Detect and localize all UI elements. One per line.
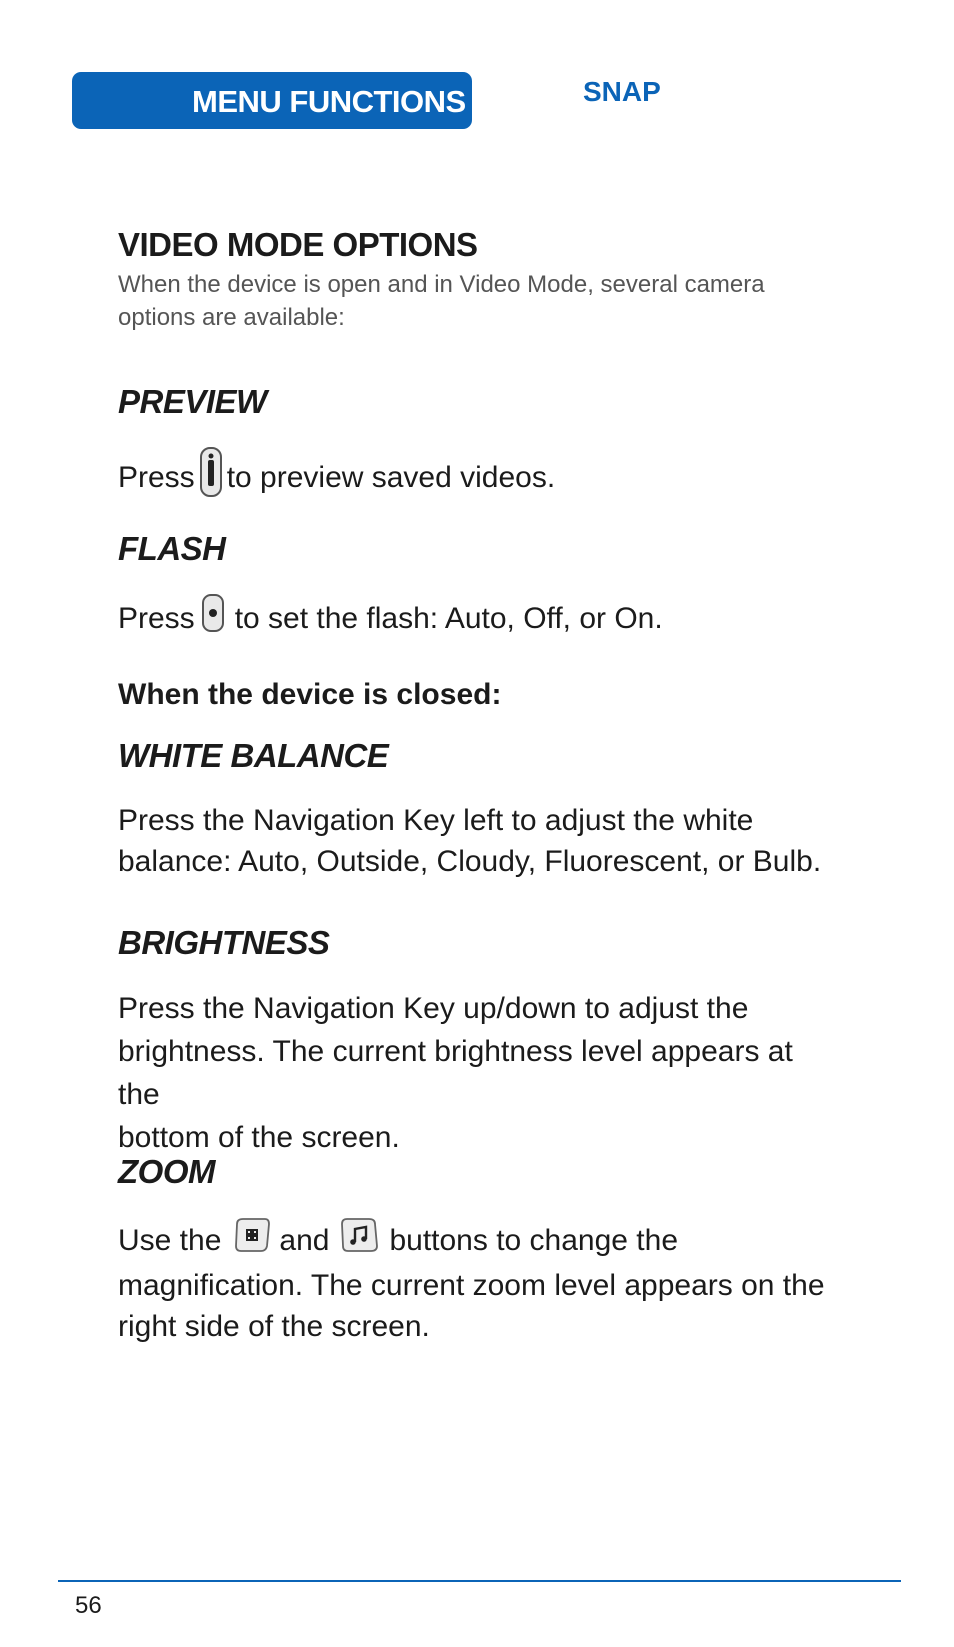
closed-device-note: When the device is closed: [118, 678, 502, 711]
white-balance-heading: WHITE BALANCE [118, 737, 389, 774]
intro-line-1: When the device is open and in Video Mode, several camera [118, 271, 765, 298]
menu-functions-tab [72, 72, 472, 129]
footer-divider [58, 1580, 901, 1582]
section-label: SNAP [583, 76, 661, 107]
video-button-icon [233, 1216, 271, 1265]
page-number: 56 [75, 1592, 102, 1619]
zoom-use-the: Use the [118, 1224, 222, 1257]
page-title: VIDEO MODE OPTIONS [118, 226, 478, 263]
zoom-heading: ZOOM [118, 1153, 215, 1190]
flash-text [118, 593, 838, 644]
flash-after: to set the flash: Auto, Off, or On. [234, 602, 663, 635]
white-balance-line-2: balance: Auto, Outside, Cloudy, Fluorescent, or Bulb. [118, 845, 822, 878]
zoom-text [118, 1216, 838, 1347]
brightness-line-2: brightness. The current brightness level appears at the [118, 1035, 793, 1111]
brightness-line-1: Press the Navigation Key up/down to adjust the [118, 992, 749, 1025]
tab-label: MENU FUNCTIONS [192, 84, 466, 119]
white-balance-line-1: Press the Navigation Key left to adjust the white [118, 804, 754, 837]
zoom-and: and [279, 1224, 330, 1257]
brightness-line-3: bottom of the screen. [118, 1121, 400, 1154]
flash-key-icon [201, 593, 225, 644]
flash-press: Press [118, 602, 195, 635]
white-balance-text [118, 800, 838, 882]
flash-heading: FLASH [118, 530, 226, 567]
preview-press: Press [118, 461, 195, 494]
side-key-icon [199, 446, 223, 509]
intro-paragraph [118, 268, 798, 334]
zoom-line-2: magnification. The current zoom level appears on the [118, 1269, 825, 1302]
preview-text [118, 446, 838, 509]
music-button-icon [339, 1216, 379, 1265]
brightness-heading: BRIGHTNESS [118, 924, 330, 961]
zoom-line-3: right side of the screen. [118, 1310, 430, 1343]
intro-line-2: options are available: [118, 304, 345, 331]
preview-heading: PREVIEW [118, 383, 267, 420]
preview-after: to preview saved videos. [226, 461, 556, 494]
brightness-text [118, 987, 838, 1159]
zoom-after: buttons to change the [389, 1224, 679, 1257]
